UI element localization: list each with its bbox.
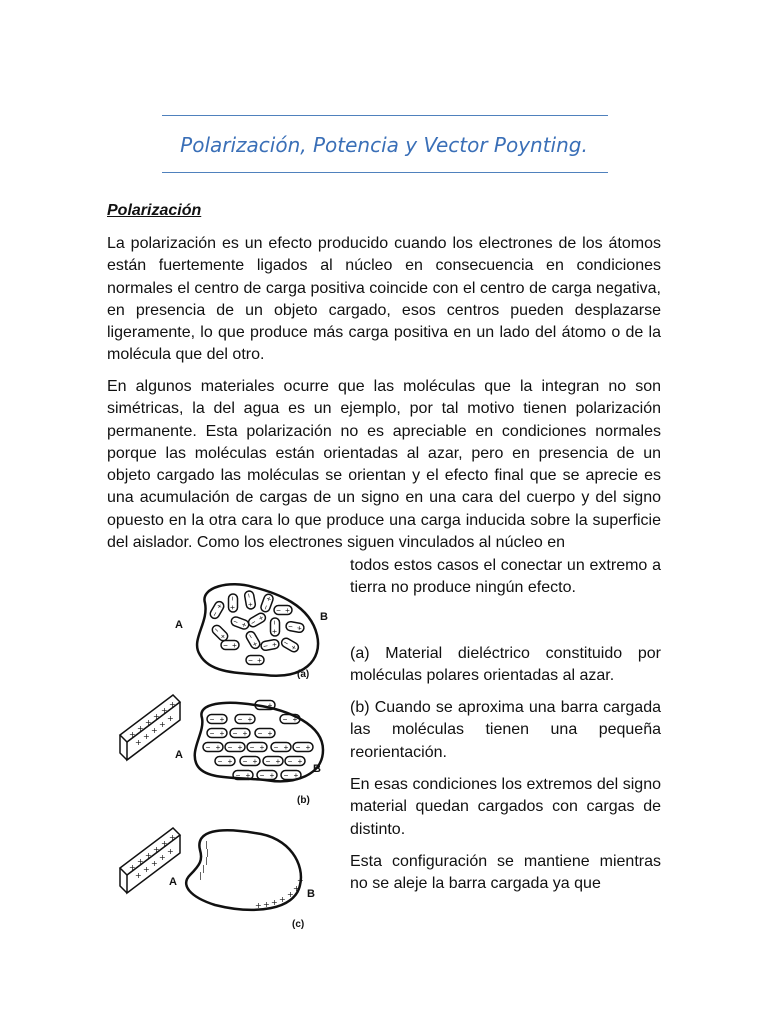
svg-text:+: + xyxy=(305,743,311,752)
paragraph-2: En algunos materiales ocurre que las moléculas que la integran no son simétricas, la del agua es un ejemplo, por tal motivo tienen polarización permanente. Esta polarización no es apreciable en condiciones normales porque las moléculas están orientadas al azar, pero en presencia de un objeto cargado las moléculas se orientan y el efecto final que se aprecie es una acumulación de cargas de un signo en una cara del cuerpo y del signo opuesto en la otra cara lo que produce una carga inducida sobre la superficie del aislador. Como los electrones siguen vinculados al núcleo en xyxy=(107,378,661,552)
svg-text:−: − xyxy=(270,620,279,625)
molecule xyxy=(257,771,277,781)
svg-text:−: − xyxy=(257,701,263,710)
molecule xyxy=(271,743,291,753)
svg-text:+: + xyxy=(270,629,279,634)
svg-text:−: − xyxy=(259,771,265,780)
section-heading: Polarización xyxy=(107,202,202,219)
molecule xyxy=(246,656,264,666)
svg-text:−: − xyxy=(235,771,241,780)
charge-sign: + xyxy=(153,845,160,854)
caption-a: (a) xyxy=(297,669,310,680)
charge-sign: + xyxy=(129,863,136,872)
svg-text:−: − xyxy=(287,621,294,632)
molecule xyxy=(280,715,300,725)
molecules-b xyxy=(203,701,313,781)
charge-sign: | xyxy=(206,848,209,857)
charge-sign: + xyxy=(135,738,142,747)
charge-sign: + xyxy=(137,857,144,866)
svg-text:−: − xyxy=(249,743,255,752)
svg-text:−: − xyxy=(265,757,271,766)
charge-sign: + xyxy=(159,853,166,862)
svg-text:+: + xyxy=(215,743,221,752)
charge-sign: + xyxy=(135,871,142,880)
svg-text:−: − xyxy=(209,715,215,724)
svg-text:+: + xyxy=(292,715,298,724)
svg-text:+: + xyxy=(297,757,303,766)
molecule xyxy=(255,701,275,711)
svg-text:+: + xyxy=(271,639,278,650)
charge-sign: + xyxy=(143,732,150,741)
charge-signs xyxy=(129,700,304,910)
paragraph-2-continued: todos estos casos el conectar un extremo a tierra no produce ningún efecto. xyxy=(350,557,661,597)
svg-text:+: + xyxy=(249,639,260,649)
svg-text:+: + xyxy=(259,743,265,752)
molecule xyxy=(207,715,227,725)
svg-text:+: + xyxy=(267,701,273,710)
paragraph-4: (b) Cuando se aproxima una barra cargada las moléculas tienen una pequeña reorientación. xyxy=(350,699,661,761)
svg-text:−: − xyxy=(295,743,301,752)
molecule xyxy=(280,637,300,654)
svg-text:−: − xyxy=(232,729,238,738)
paragraph-6: Esta configuración se mantiene mientras no se aleje la barra cargada ya que xyxy=(350,853,661,893)
svg-text:+: + xyxy=(240,619,248,631)
charge-sign: + xyxy=(293,884,300,893)
charge-sign: + xyxy=(159,720,166,729)
polarization-figure xyxy=(105,565,345,935)
molecule xyxy=(244,590,256,609)
label-a-1: A xyxy=(175,619,183,631)
molecule xyxy=(215,757,235,767)
svg-text:+: + xyxy=(283,743,289,752)
svg-text:−: − xyxy=(248,656,253,665)
svg-text:−: − xyxy=(282,715,288,724)
charge-sign: + xyxy=(167,714,174,723)
page-title: Polarización, Potencia y Vector Poynting. xyxy=(180,133,588,157)
paragraph-5: En esas condiciones los extremos del signo material quedan cargados con cargas de distinto. xyxy=(350,776,661,838)
svg-text:+: + xyxy=(285,606,290,615)
charge-sign: + xyxy=(161,706,168,715)
charge-sign: + xyxy=(153,712,160,721)
svg-text:+: + xyxy=(269,771,275,780)
molecule xyxy=(285,621,304,633)
molecule xyxy=(244,630,261,650)
svg-text:+: + xyxy=(267,729,273,738)
svg-text:−: − xyxy=(205,743,211,752)
svg-text:−: − xyxy=(227,743,233,752)
paragraph-1: La polarización es un efecto producido cuando los electrones de los átomos están fuertemente ligados al núcleo en consecuencia en condiciones normales el centro de carga positiva coincide con el centro de carga negativa, en presencia de un objeto cargado, esos centros pueden desplazarse ligeramente, lo que produce más carga positiva en un lado del átomo o de la molécula que del otro. xyxy=(107,235,661,364)
molecule xyxy=(225,743,245,753)
label-b-2: B xyxy=(313,763,321,775)
svg-text:−: − xyxy=(210,609,221,619)
svg-text:+: + xyxy=(257,656,262,665)
molecule xyxy=(228,594,238,612)
molecule xyxy=(209,600,226,620)
svg-text:−: − xyxy=(242,757,248,766)
charge-sign: + xyxy=(151,726,158,735)
label-a-2: A xyxy=(175,749,183,761)
charge-sign: | xyxy=(202,864,205,873)
svg-text:−: − xyxy=(262,641,269,652)
charge-sign: | xyxy=(205,856,208,865)
svg-text:−: − xyxy=(273,743,279,752)
molecule xyxy=(293,743,313,753)
svg-text:+: + xyxy=(247,715,253,724)
svg-text:+: + xyxy=(289,642,298,653)
svg-text:−: − xyxy=(260,603,271,612)
molecule xyxy=(260,593,275,613)
svg-text:−: − xyxy=(281,638,291,649)
charge-sign: + xyxy=(287,890,294,899)
charge-sign: + xyxy=(145,718,152,727)
caption-b: (b) xyxy=(297,795,310,806)
label-b-3: B xyxy=(307,888,315,900)
svg-text:−: − xyxy=(257,729,263,738)
svg-text:+: + xyxy=(256,613,266,624)
svg-text:−: − xyxy=(287,757,293,766)
charge-sign: + xyxy=(169,833,176,842)
molecule xyxy=(255,729,275,739)
molecule xyxy=(247,612,267,629)
svg-text:+: + xyxy=(242,729,248,738)
svg-text:−: − xyxy=(283,771,289,780)
label-a-3: A xyxy=(169,876,177,888)
charge-sign: + xyxy=(137,724,144,733)
svg-text:+: + xyxy=(228,605,237,610)
molecule xyxy=(230,729,250,739)
svg-text:−: − xyxy=(228,596,237,601)
molecule xyxy=(221,641,239,651)
molecule xyxy=(235,715,255,725)
svg-text:−: − xyxy=(249,617,258,628)
svg-text:+: + xyxy=(263,595,275,603)
svg-text:+: + xyxy=(252,757,258,766)
svg-text:+: + xyxy=(237,743,243,752)
svg-text:+: + xyxy=(245,771,251,780)
svg-text:+: + xyxy=(245,601,256,608)
molecule xyxy=(247,743,267,753)
caption-c: (c) xyxy=(292,919,305,930)
svg-text:+: + xyxy=(293,771,299,780)
svg-text:+: + xyxy=(296,623,303,634)
label-b-1: B xyxy=(320,611,328,623)
svg-text:+: + xyxy=(219,729,225,738)
charge-sign: + xyxy=(255,901,262,910)
molecule xyxy=(230,616,250,631)
charge-sign: + xyxy=(279,895,286,904)
svg-text:+: + xyxy=(227,757,233,766)
charge-sign: + xyxy=(161,839,168,848)
svg-text:+: + xyxy=(275,757,281,766)
svg-text:−: − xyxy=(209,729,215,738)
charge-sign: + xyxy=(169,700,176,709)
svg-text:−: − xyxy=(237,715,243,724)
paragraph-3: (a) Material dieléctrico constituido por moléculas polares orientadas al azar. xyxy=(350,645,661,685)
svg-text:−: − xyxy=(217,757,223,766)
svg-text:−: − xyxy=(245,632,256,641)
title-rule-bottom xyxy=(162,172,608,173)
svg-text:−: − xyxy=(211,625,222,636)
molecule xyxy=(274,606,292,616)
svg-text:−: − xyxy=(223,641,228,650)
charge-sign: + xyxy=(151,859,158,868)
molecule xyxy=(260,639,279,651)
charge-sign: + xyxy=(145,851,152,860)
molecule xyxy=(281,771,301,781)
molecule xyxy=(240,757,260,767)
charge-sign: + xyxy=(129,730,136,739)
svg-text:+: + xyxy=(232,641,237,650)
svg-text:−: − xyxy=(231,616,240,627)
molecule xyxy=(285,757,305,767)
charge-sign: + xyxy=(263,900,270,909)
charge-sign: + xyxy=(143,865,150,874)
charge-sign: + xyxy=(297,876,304,885)
svg-text:+: + xyxy=(217,631,228,642)
molecule xyxy=(263,757,283,767)
charge-sign: + xyxy=(167,847,174,856)
title-rule-top xyxy=(162,115,608,116)
svg-text:−: − xyxy=(243,592,254,599)
charge-sign: | xyxy=(205,840,208,849)
svg-text:−: − xyxy=(276,606,281,615)
molecule xyxy=(203,743,223,753)
svg-text:+: + xyxy=(214,602,225,611)
charge-sign: | xyxy=(199,871,202,880)
molecule xyxy=(270,618,280,636)
svg-text:+: + xyxy=(219,715,225,724)
molecule xyxy=(207,729,227,739)
charge-sign: + xyxy=(271,898,278,907)
